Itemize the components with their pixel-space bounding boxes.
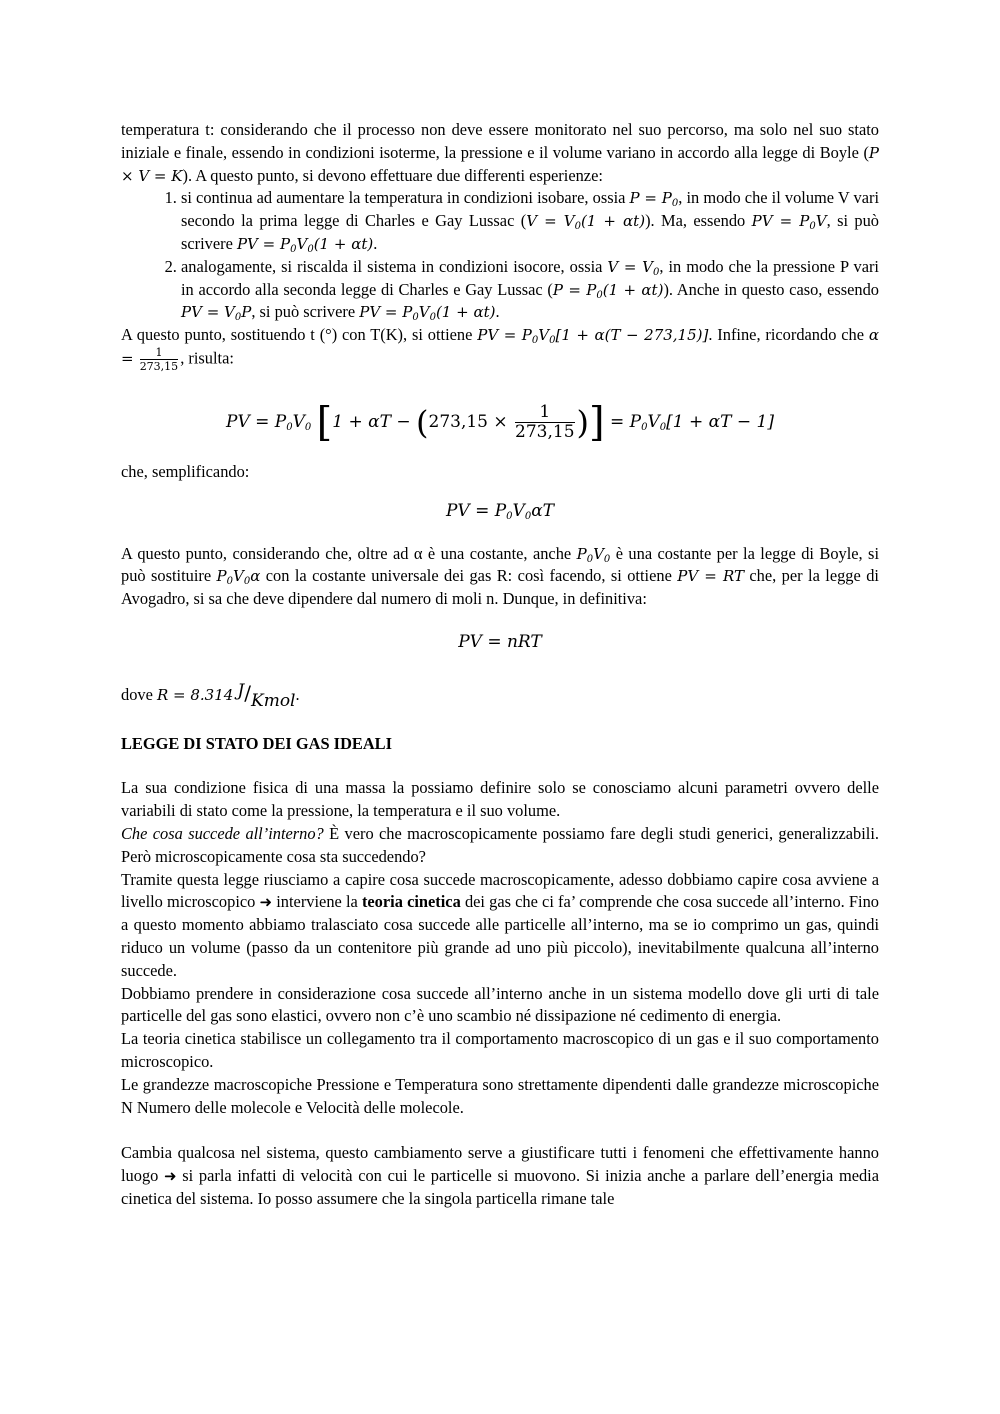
equation-simplified: PV = $P_0V_0\alpha T$ — [445, 500, 555, 522]
list-item-isobaric: 1. si continua ad aumentare la temperatura in condizioni isobare, ossia $P = P_0$, in modo che il volume V vari secondo la prima legge di Charles e Gay Lussac $(V = V_0(1 + \alpha t))$. Ma, essendo PV = $P_0V$, si può scrivere PV = $P_0V_0(1 + \alpha t)$. — [181, 187, 879, 255]
text: temperatura t: considerando che il processo non deve essere monitorato nel suo percorso, ma solo nel suo stato iniziale e finale, essendo in condizioni isoterme, la pressione e il volume variano in accordo alla legge di Boyle ( — [121, 120, 879, 162]
equation-expanded: PV = $P_0V_0$ [1 + αT − (273,15 × $\frac{1}{273,15}$ )] = $P_0V_0[1 + \alpha T - 1]$ — [226, 399, 774, 446]
fraction-inverse: $\frac{1}{273,15}$ — [515, 401, 575, 442]
list-item-isochoric: 2. analogamente, si riscalda il sistema in condizioni isocore, ossia $V = V_0$, in modo che la pressione P vari in accordo alla seconda legge di Charles e Gay Lussac $(P = P_0(1 + \alpha t))$. Anche in questo caso, essendo PV = $V_0P$, si può scrivere PV = $P_0V_0(1 + \alpha t)$. — [181, 256, 879, 324]
paragraph-boyle — [121, 119, 879, 187]
experiments-list — [121, 187, 879, 324]
paragraph-change: Cambia qualcosa nel sistema, questo cambiamento serve a giustificare tutti i fenomeni che effettivamente hanno luogo ➜ si parla infatti di velocità con cui le particelle si muovono. Si inizia anche a parlare dell’energia media cinetica del sistema. Io posso assumere che la singola particella rimane tale — [121, 1143, 879, 1208]
text: ). A questo punto, si devono effettuare due differenti esperienze: — [182, 165, 603, 185]
document-page — [121, 119, 879, 1211]
equation-ideal-gas: PV = nRT — [458, 631, 542, 652]
paragraph-constant-r: dove R = 8.314 J/Kmol. — [121, 680, 300, 711]
fraction-alpha: $\frac{1}{273,15}$ — [139, 345, 179, 373]
paragraph-constant: A questo punto, considerando che, oltre ad α è una costante, anche $P_0V_0$ è una costante per la legge di Boyle, si può sostituire $P_0V_0\alpha$ con la costante universale dei gas R: così facendo, si ottiene PV = RT che, per la legge di Avogadro, si sa che deve dipendere dal numero di moli n. Dunque, in definitiva: — [121, 543, 879, 609]
paragraph-microscopic: Tramite questa legge riusciamo a capire cosa succede macroscopicamente, adesso dobbiamo capire cosa avviene a livello microscopico ➜ interviene la teoria cinetica dei gas che ci fa’ comprende che cosa succede all’interno. Fino a questo momento abbiamo tralasciato cosa succede alle particelle all’interno, ma se io comprimo un gas, quindi riduco un volume (passo da un contenitore più grande ad uno più piccolo), inevitabilmente qualcuna all’interno succede. — [121, 869, 879, 980]
arrow-icon: ➜ — [259, 893, 273, 912]
paragraph-substitution: A questo punto, sostituendo t (°) con T(K), si ottiene PV = $P_0V_0[1 + \alpha(T - 273,15)]$. Infine, ricordando che α = $\frac{1}{273,15}$ , risulta: — [121, 325, 880, 373]
math-boyle: P × V = K — [121, 143, 879, 185]
section-heading: LEGGE DI STATO DEI GAS IDEALI — [121, 733, 392, 753]
paragraph-quantities: Le grandezze macroscopiche Pressione e Temperatura sono strettamente dipendenti dalle grandezze microscopiche N Numero delle molecole e Velocità delle molecole. — [121, 1074, 879, 1117]
arrow-icon: ➜ — [164, 1167, 177, 1186]
paragraph-elastic: Dobbiamo prendere in considerazione cosa succede all’interno anche in un sistema modello dove gli urti di tale particelle del gas sono elastici, ovvero non c’è uno scambio né dissipazione né cedimento di energia. — [121, 983, 879, 1026]
paragraph-kinetic-theory: La teoria cinetica stabilisce un collegamento tra il comportamento macroscopico di un gas e il suo comportamento microscopico. — [121, 1029, 879, 1071]
paragraph-question: Che cosa succede all’interno? È vero che macroscopicamente possiamo fare degli studi generici, generalizzabili. Però microscopicamente cosa sta succedendo? — [121, 823, 879, 866]
paragraph-state: La sua condizione fisica di una massa la possiamo definire solo se conosciamo alcuni parametri ovvero delle variabili di stato come la pressione, la temperatura e il suo volume. — [121, 778, 879, 821]
paragraph-simplify: che, semplificando: — [121, 461, 250, 481]
